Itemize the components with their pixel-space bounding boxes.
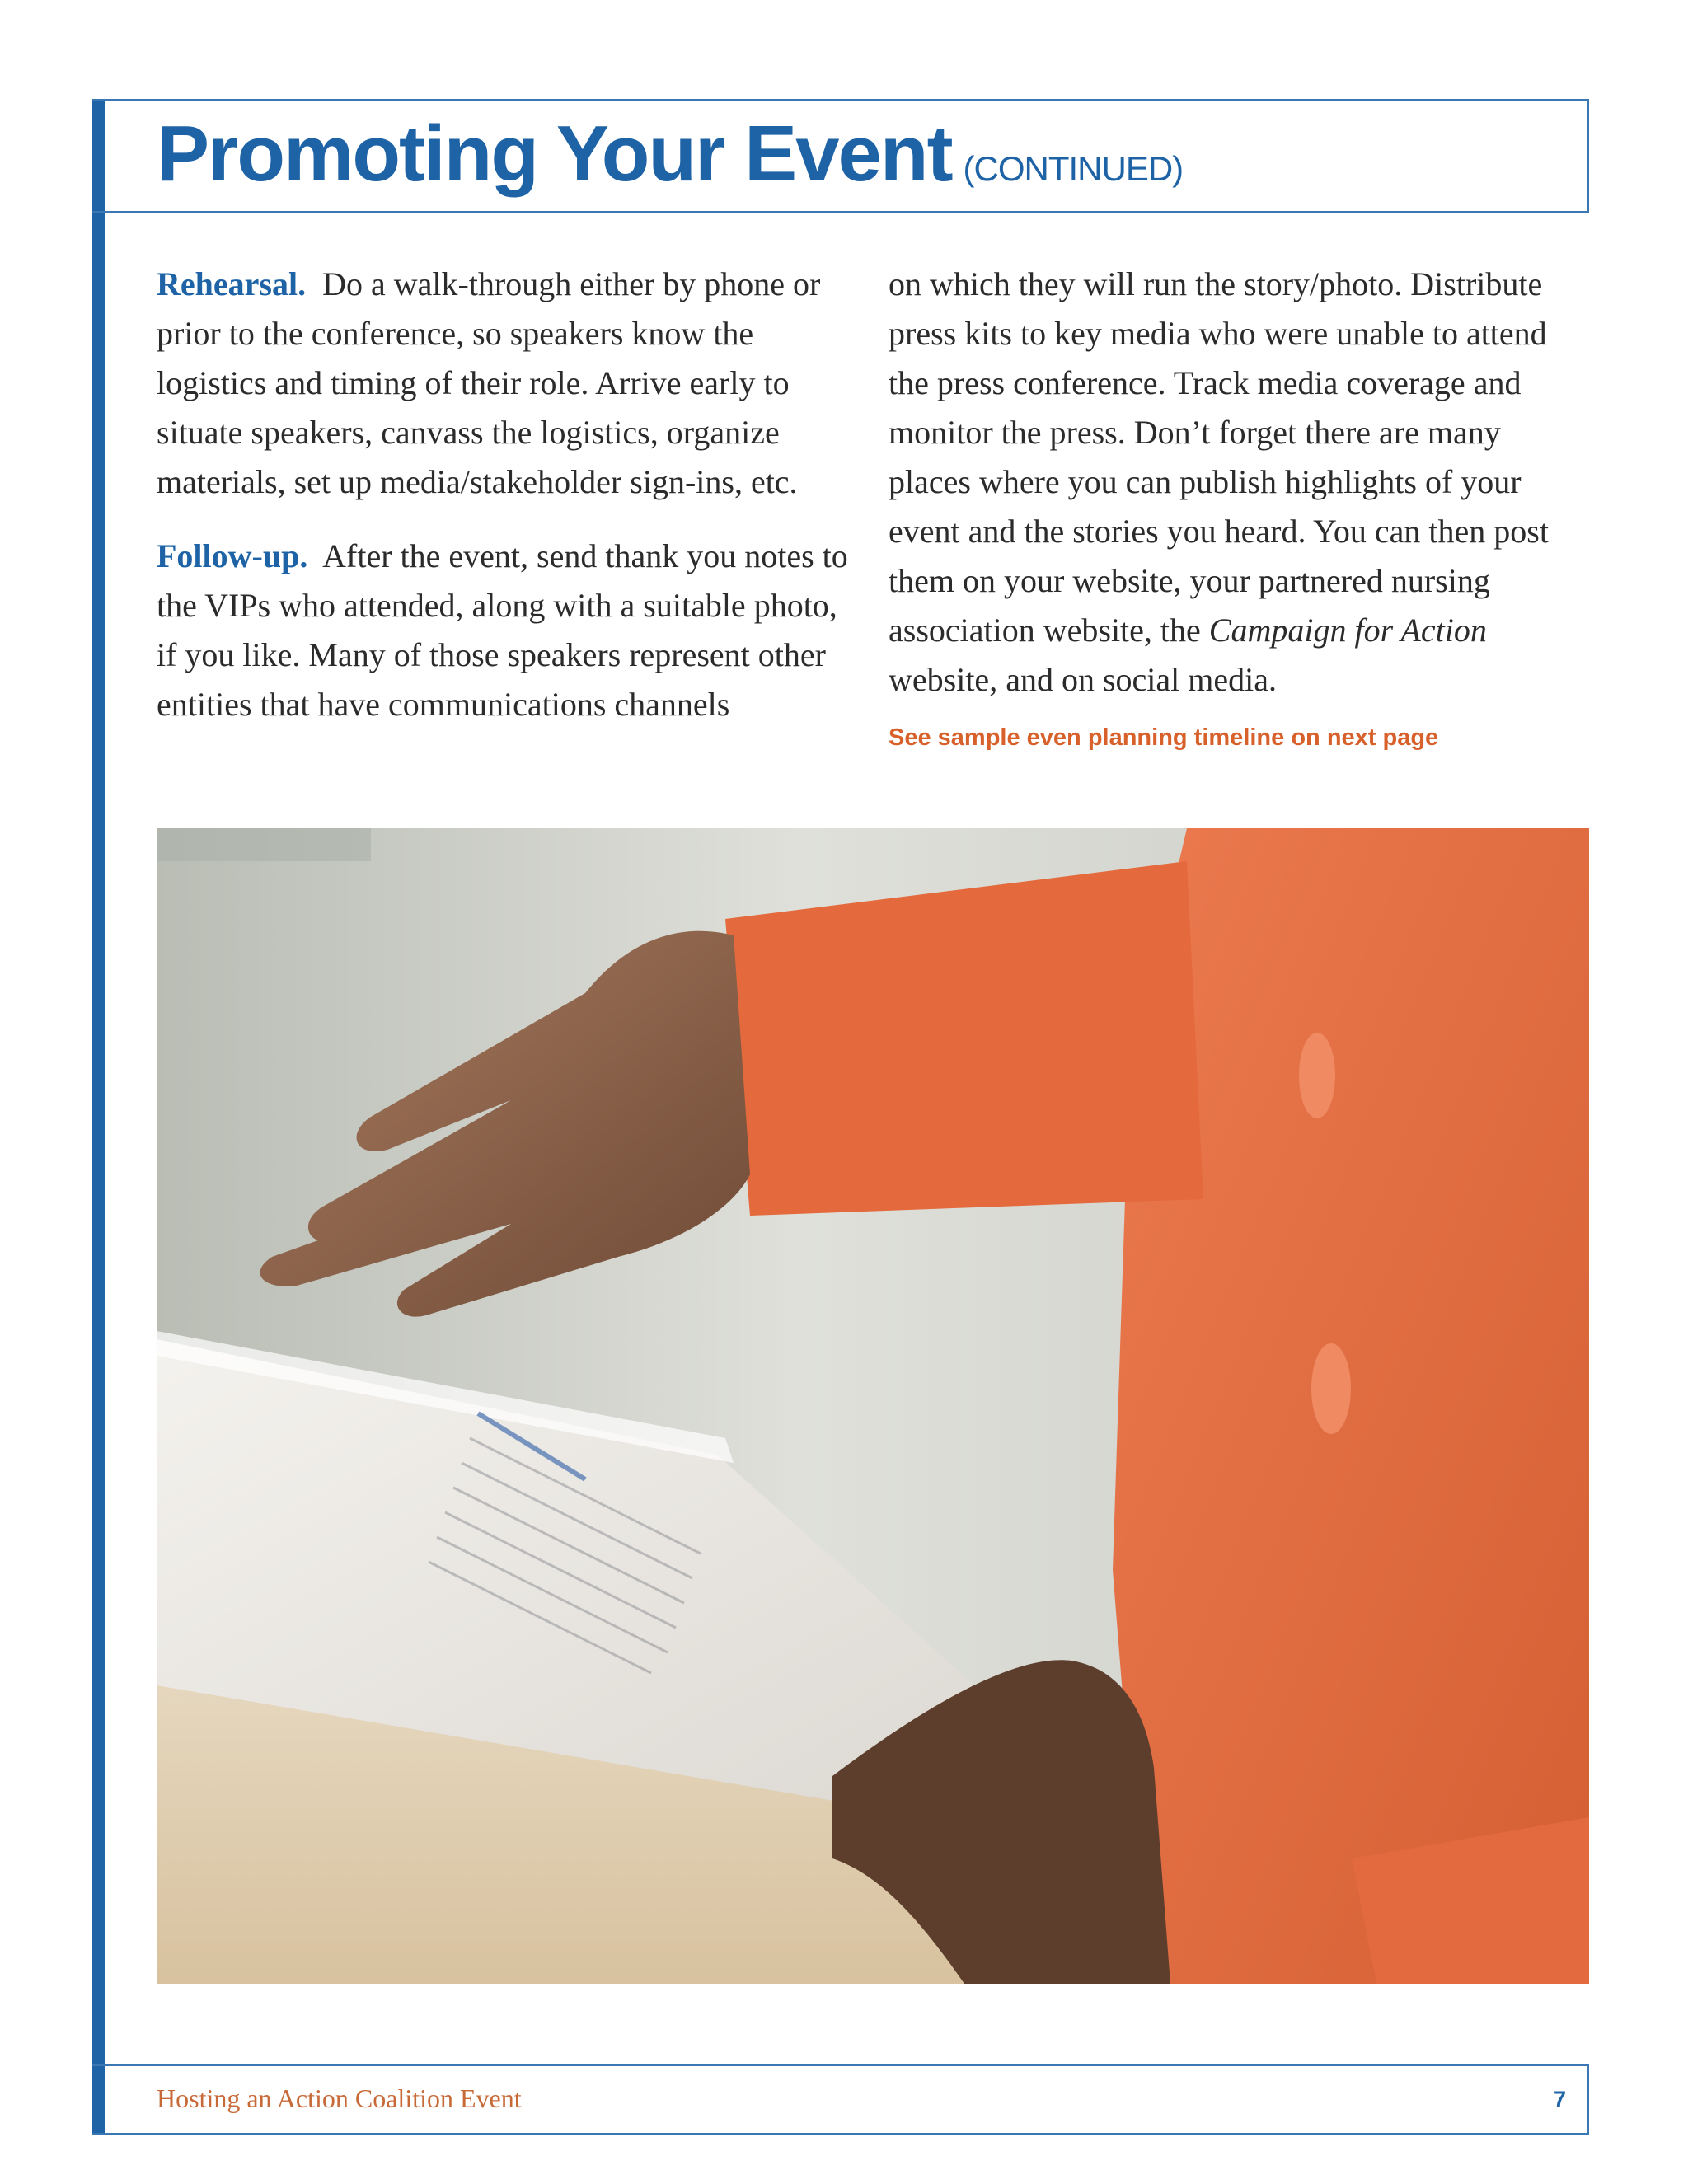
- followup-text: After the event, send thank you notes to the VIPs who attended, along with a suitable photo, if you like. Many of those speakers represent other entities that have communications channels: [157, 537, 848, 723]
- rehearsal-paragraph: [157, 260, 853, 507]
- page-title-text: Promoting Your Event: [157, 110, 952, 198]
- continuation-text-end: website, and on social media.: [889, 661, 1277, 698]
- rehearsal-text: Do a walk-through either by phone or prior to the conference, so speakers know the logistics and timing of their role. Arrive early to situate speakers, canvass the logistics, organize materials, set up media/stakeholder sign-ins, etc.: [157, 265, 821, 500]
- left-accent-bar: [92, 99, 106, 2135]
- page-title-suffix: (CONTINUED): [963, 149, 1184, 188]
- left-column: [157, 260, 853, 729]
- followup-lead: Follow-up.: [157, 537, 308, 574]
- followup-paragraph: [157, 532, 853, 729]
- footer-title: Hosting an Action Coalition Event: [157, 2083, 522, 2113]
- rehearsal-lead: Rehearsal.: [157, 265, 307, 302]
- speaker-photo-illustration: [157, 828, 1589, 1984]
- continuation-text: on which they will run the story/photo. Distribute press kits to key media who were unable to attend the press conference. Track media coverage and monitor the press. Don’t forget there are many places where you can publish highlights of your event and the stories you heard. You can then post them on your website, your partnered nursing association website, the: [889, 265, 1549, 649]
- page-number: 7: [1553, 2087, 1566, 2111]
- campaign-name: Campaign for Action: [1208, 612, 1487, 649]
- continuation-paragraph: [889, 260, 1585, 705]
- speaker-photo: [157, 828, 1589, 1984]
- right-column: [889, 260, 1585, 754]
- timeline-note: See sample even planning timeline on next page: [889, 724, 1439, 751]
- page-title: [157, 109, 1183, 199]
